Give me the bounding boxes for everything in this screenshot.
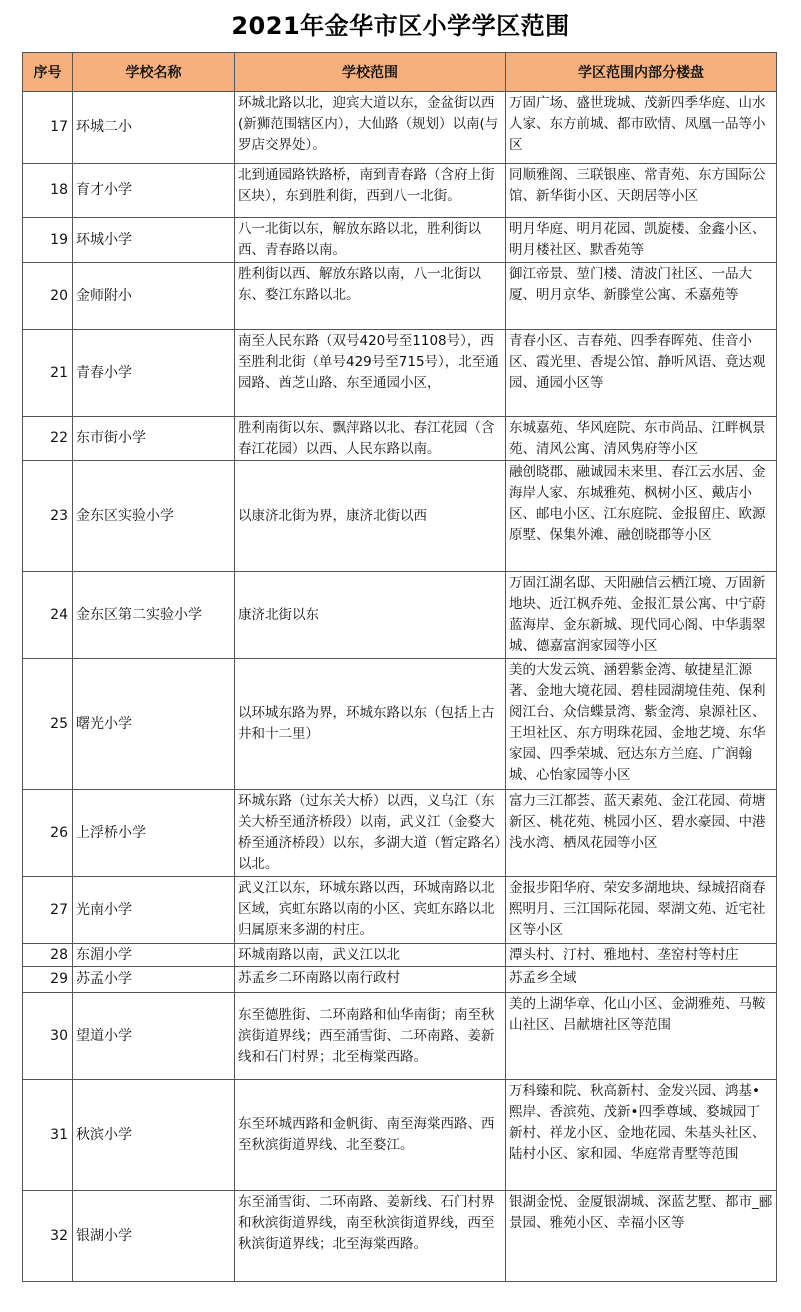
school-name: 东湄小学 — [73, 944, 235, 967]
row-no: 32 — [23, 1191, 73, 1282]
school-scope: 南至人民东路（双号420号至1108号），西至胜利北街（单号429号至715号），北至通园路、酋芝山路、东至通园小区， — [235, 330, 506, 417]
row-no: 26 — [23, 790, 73, 877]
district-estates: 美的上湖华章、化山小区、金湖雅苑、马鞍山社区、吕献塘社区等范围 — [506, 993, 777, 1080]
school-scope: 胜利南街以东、飘萍路以北、春江花园（含春江花园）以西、人民东路以南。 — [235, 417, 506, 461]
school-name: 东市街小学 — [73, 417, 235, 461]
table-row — [23, 944, 777, 967]
header-school-scope: 学校范围 — [235, 53, 506, 92]
school-name: 育才小学 — [73, 164, 235, 218]
row-no: 20 — [23, 263, 73, 330]
table-row — [23, 461, 777, 572]
row-no: 24 — [23, 572, 73, 659]
school-name: 苏孟小学 — [73, 967, 235, 993]
table-row — [23, 993, 777, 1080]
school-name: 秋滨小学 — [73, 1080, 235, 1191]
school-scope: 胜利街以西、解放东路以南，八一北街以东、婺江东路以北。 — [235, 263, 506, 330]
row-no: 30 — [23, 993, 73, 1080]
school-scope: 武义江以东，环城东路以西，环城南路以北区域，宾虹东路以南的小区、宾虹东路以北归属原来多湖的村庄。 — [235, 877, 506, 944]
school-scope: 北到通园路铁路桥，南到青春路（含府上街区块），东到胜利街，西到八一北街。 — [235, 164, 506, 218]
school-scope: 东至涌雪街、二环南路、姜新线、石门村界和秋滨街道界线，南至秋滨街道界线，西至秋滨街道界线；北至海棠西路。 — [235, 1191, 506, 1282]
table-row — [23, 218, 777, 263]
table-row — [23, 263, 777, 330]
district-estates: 明月华庭、明月花园、凯旋楼、金鑫小区、明月楼社区、默香苑等 — [506, 218, 777, 263]
school-name: 银湖小学 — [73, 1191, 235, 1282]
school-name: 环城小学 — [73, 218, 235, 263]
table-row — [23, 330, 777, 417]
row-no: 29 — [23, 967, 73, 993]
row-no: 17 — [23, 92, 73, 164]
district-estates: 融创晓郡、融诚园未来里、春江云水居、金海岸人家、东城雅苑、枫树小区、戴店小区、邮电小区、江东庭院、金报留庄、欧源原墅、保集外滩、融创晓郡等小区 — [506, 461, 777, 572]
school-name: 金东区实验小学 — [73, 461, 235, 572]
district-estates: 银湖金悦、金厦银湖城、深蓝艺墅、都市_郦景园、雅苑小区、幸福小区等 — [506, 1191, 777, 1282]
school-name: 青春小学 — [73, 330, 235, 417]
header-no: 序号 — [23, 53, 73, 92]
table-row — [23, 790, 777, 877]
table-row — [23, 877, 777, 944]
table-row — [23, 572, 777, 659]
school-scope: 东至环城西路和金帆街、南至海棠西路、西至秋滨街道界线、北至婺江。 — [235, 1080, 506, 1191]
row-no: 23 — [23, 461, 73, 572]
district-estates: 万固广场、盛世珑城、茂新四季华庭、山水人家、东方前城、都市欧情、凤凰一品等小区 — [506, 92, 777, 164]
table-row — [23, 92, 777, 164]
school-scope: 环城东路（过东关大桥）以西，义乌江（东关大桥至通济桥段）以南，武义江（金婺大桥至通济桥段）以东，多湖大道（暂定路名）以北。 — [235, 790, 506, 877]
district-estates: 御江帝景、堃门楼、清波门社区、一品大厦、明月京华、新滕堂公寓、禾嘉苑等 — [506, 263, 777, 330]
table-body — [23, 92, 777, 1282]
header-estates: 学区范围内部分楼盘 — [506, 53, 777, 92]
school-scope: 以环城东路为界，环城东路以东（包括上古井和十二里） — [235, 659, 506, 790]
school-scope: 以康济北街为界，康济北街以西 — [235, 461, 506, 572]
table-header-row — [23, 53, 777, 92]
school-name: 曙光小学 — [73, 659, 235, 790]
school-scope: 东至德胜街、二环南路和仙华南街；南至秋滨街道界线；西至涌雪街、二环南路、姜新线和石门村界；北至梅棠西路。 — [235, 993, 506, 1080]
row-no: 25 — [23, 659, 73, 790]
district-estates: 同顺雅阁、三联银座、常青苑、东方国际公馆、新华街小区、天朗居等小区 — [506, 164, 777, 218]
district-estates: 万固江湖名邸、天阳融信云栖江境、万固新地块、近江枫乔苑、金报汇景公寓、中宁蔚蓝海岸、金东新城、现代同心阁、中华翡翠城、德嘉富润家园等小区 — [506, 572, 777, 659]
district-estates: 青春小区、吉春苑、四季春晖苑、佳音小区、霞光里、香堤公馆、静听风语、竟达观园、通园小区等 — [506, 330, 777, 417]
school-name: 光南小学 — [73, 877, 235, 944]
school-name: 望道小学 — [73, 993, 235, 1080]
school-scope: 苏孟乡二环南路以南行政村 — [235, 967, 506, 993]
header-school-name: 学校名称 — [73, 53, 235, 92]
row-no: 21 — [23, 330, 73, 417]
table-row — [23, 967, 777, 993]
school-district-table — [22, 52, 777, 1282]
school-name: 金东区第二实验小学 — [73, 572, 235, 659]
school-name: 上浮桥小学 — [73, 790, 235, 877]
row-no: 27 — [23, 877, 73, 944]
row-no: 28 — [23, 944, 73, 967]
row-no: 19 — [23, 218, 73, 263]
school-scope: 环城南路以南，武义江以北 — [235, 944, 506, 967]
district-estates: 苏孟乡全域 — [506, 967, 777, 993]
district-estates: 富力三江都荟、蓝天素苑、金江花园、荷塘新区、桃花苑、桃园小区、碧水豪园、中港浅水湾、栖凤花园等小区 — [506, 790, 777, 877]
district-estates: 美的大发云筑、涵碧紫金湾、敏捷星汇源著、金地大境花园、碧桂园湖境佳苑、保利阅江台、众信蝶景湾、紫金湾、泉源社区、王坦社区、东方明珠花园、金地艺境、东华家园、四季荣城、冠达东方兰庭、广润翰城、心怡家园等小区 — [506, 659, 777, 790]
school-scope: 环城北路以北，迎宾大道以东，金盆街以西(新狮范围辖区内），大仙路（规划）以南(与罗店交界处）。 — [235, 92, 506, 164]
school-name: 金师附小 — [73, 263, 235, 330]
row-no: 22 — [23, 417, 73, 461]
table-row — [23, 1080, 777, 1191]
school-name: 环城二小 — [73, 92, 235, 164]
row-no: 18 — [23, 164, 73, 218]
table-row — [23, 1191, 777, 1282]
table-row — [23, 659, 777, 790]
district-estates: 万科臻和院、秋高新村、金发兴园、鸿基•熙岸、香滨苑、茂新•四季尊域、婺城园丁新村、祥龙小区、金地花园、朱基头社区、陆村小区、家和园、华庭常青墅等范围 — [506, 1080, 777, 1191]
school-scope: 八一北街以东，解放东路以北，胜利街以西、青春路以南。 — [235, 218, 506, 263]
school-scope: 康济北街以东 — [235, 572, 506, 659]
district-estates: 东城嘉苑、华风庭院、东市尚品、江畔枫景苑、清风公寓、清风隽府等小区 — [506, 417, 777, 461]
table-row — [23, 164, 777, 218]
table-row — [23, 417, 777, 461]
page-title: 2021年金华市区小学学区范围 — [231, 12, 570, 40]
district-estates: 金报步阳华府、荣安多湖地块、绿城招商春熙明月、三江国际花园、翠湖文苑、近宅社区等小区 — [506, 877, 777, 944]
row-no: 31 — [23, 1080, 73, 1191]
district-estates: 潭头村、汀村、雅地村、垄窑村等村庄 — [506, 944, 777, 967]
